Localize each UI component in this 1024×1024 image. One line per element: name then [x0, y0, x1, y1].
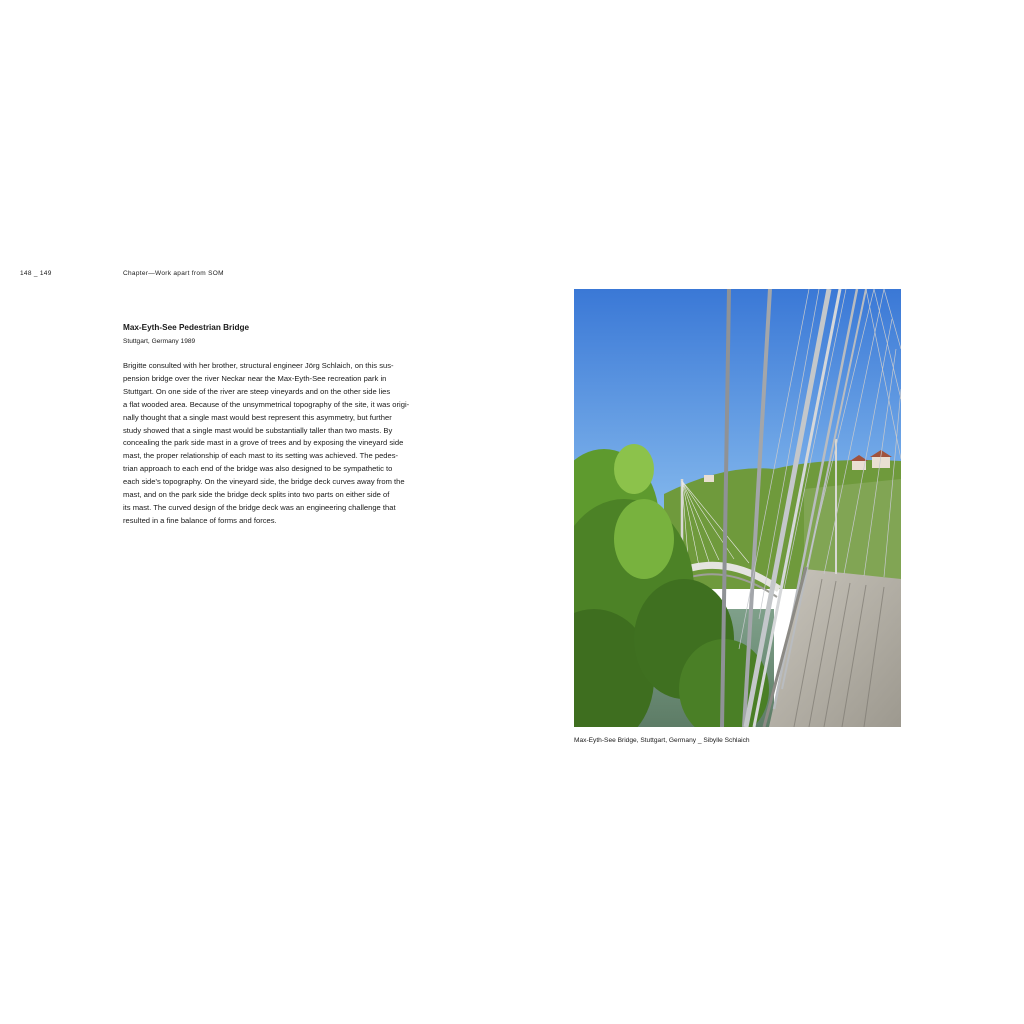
- bridge-photo: [574, 289, 901, 727]
- body-line: Brigitte consulted with her brother, structural engineer Jörg Schlaich, on this sus-: [123, 361, 394, 370]
- article-subtitle: Stuttgart, Germany 1989: [123, 338, 196, 345]
- body-line: pension bridge over the river Neckar near the Max-Eyth-See recreation park in: [123, 373, 387, 383]
- running-head: Chapter—Work apart from SOM: [123, 270, 224, 277]
- body-line: mast, and on the park side the bridge deck splits into two parts on either side of: [123, 490, 390, 500]
- body-line: resulted in a fine balance of forms and forces.: [123, 515, 277, 525]
- body-line: nally thought that a single mast would best represent this asymmetry, but further: [123, 412, 392, 422]
- body-line: study showed that a single mast would be substantially taller than two masts. By: [123, 425, 393, 435]
- article-title: Max-Eyth-See Pedestrian Bridge: [123, 323, 250, 332]
- body-line: concealing the park side mast in a grove of trees and by exposing the vineyard side: [123, 438, 404, 448]
- article-body: [123, 360, 453, 528]
- body-line: each side's topography. On the vineyard side, the bridge deck curves away from the: [123, 477, 405, 487]
- photo-caption: Max-Eyth-See Bridge, Stuttgart, Germany _ Sibylle Schlaich: [574, 737, 750, 744]
- body-line: a flat wooded area. Because of the unsymmetrical topography of the site, it was origi-: [123, 399, 410, 409]
- body-line: its mast. The curved design of the bridge deck was an engineering challenge that: [123, 502, 396, 512]
- article: [123, 322, 453, 528]
- page-folio: 148 _ 149: [20, 270, 52, 277]
- body-line: mast, the proper relationship of each mast to its setting was achieved. The pedes-: [123, 451, 399, 461]
- body-line: Stuttgart. On one side of the river are steep vineyards and on the other side lies: [123, 386, 391, 396]
- bridge-deck: [769, 569, 901, 727]
- body-line: trian approach to each end of the bridge was also designed to be sympathetic to: [123, 464, 393, 474]
